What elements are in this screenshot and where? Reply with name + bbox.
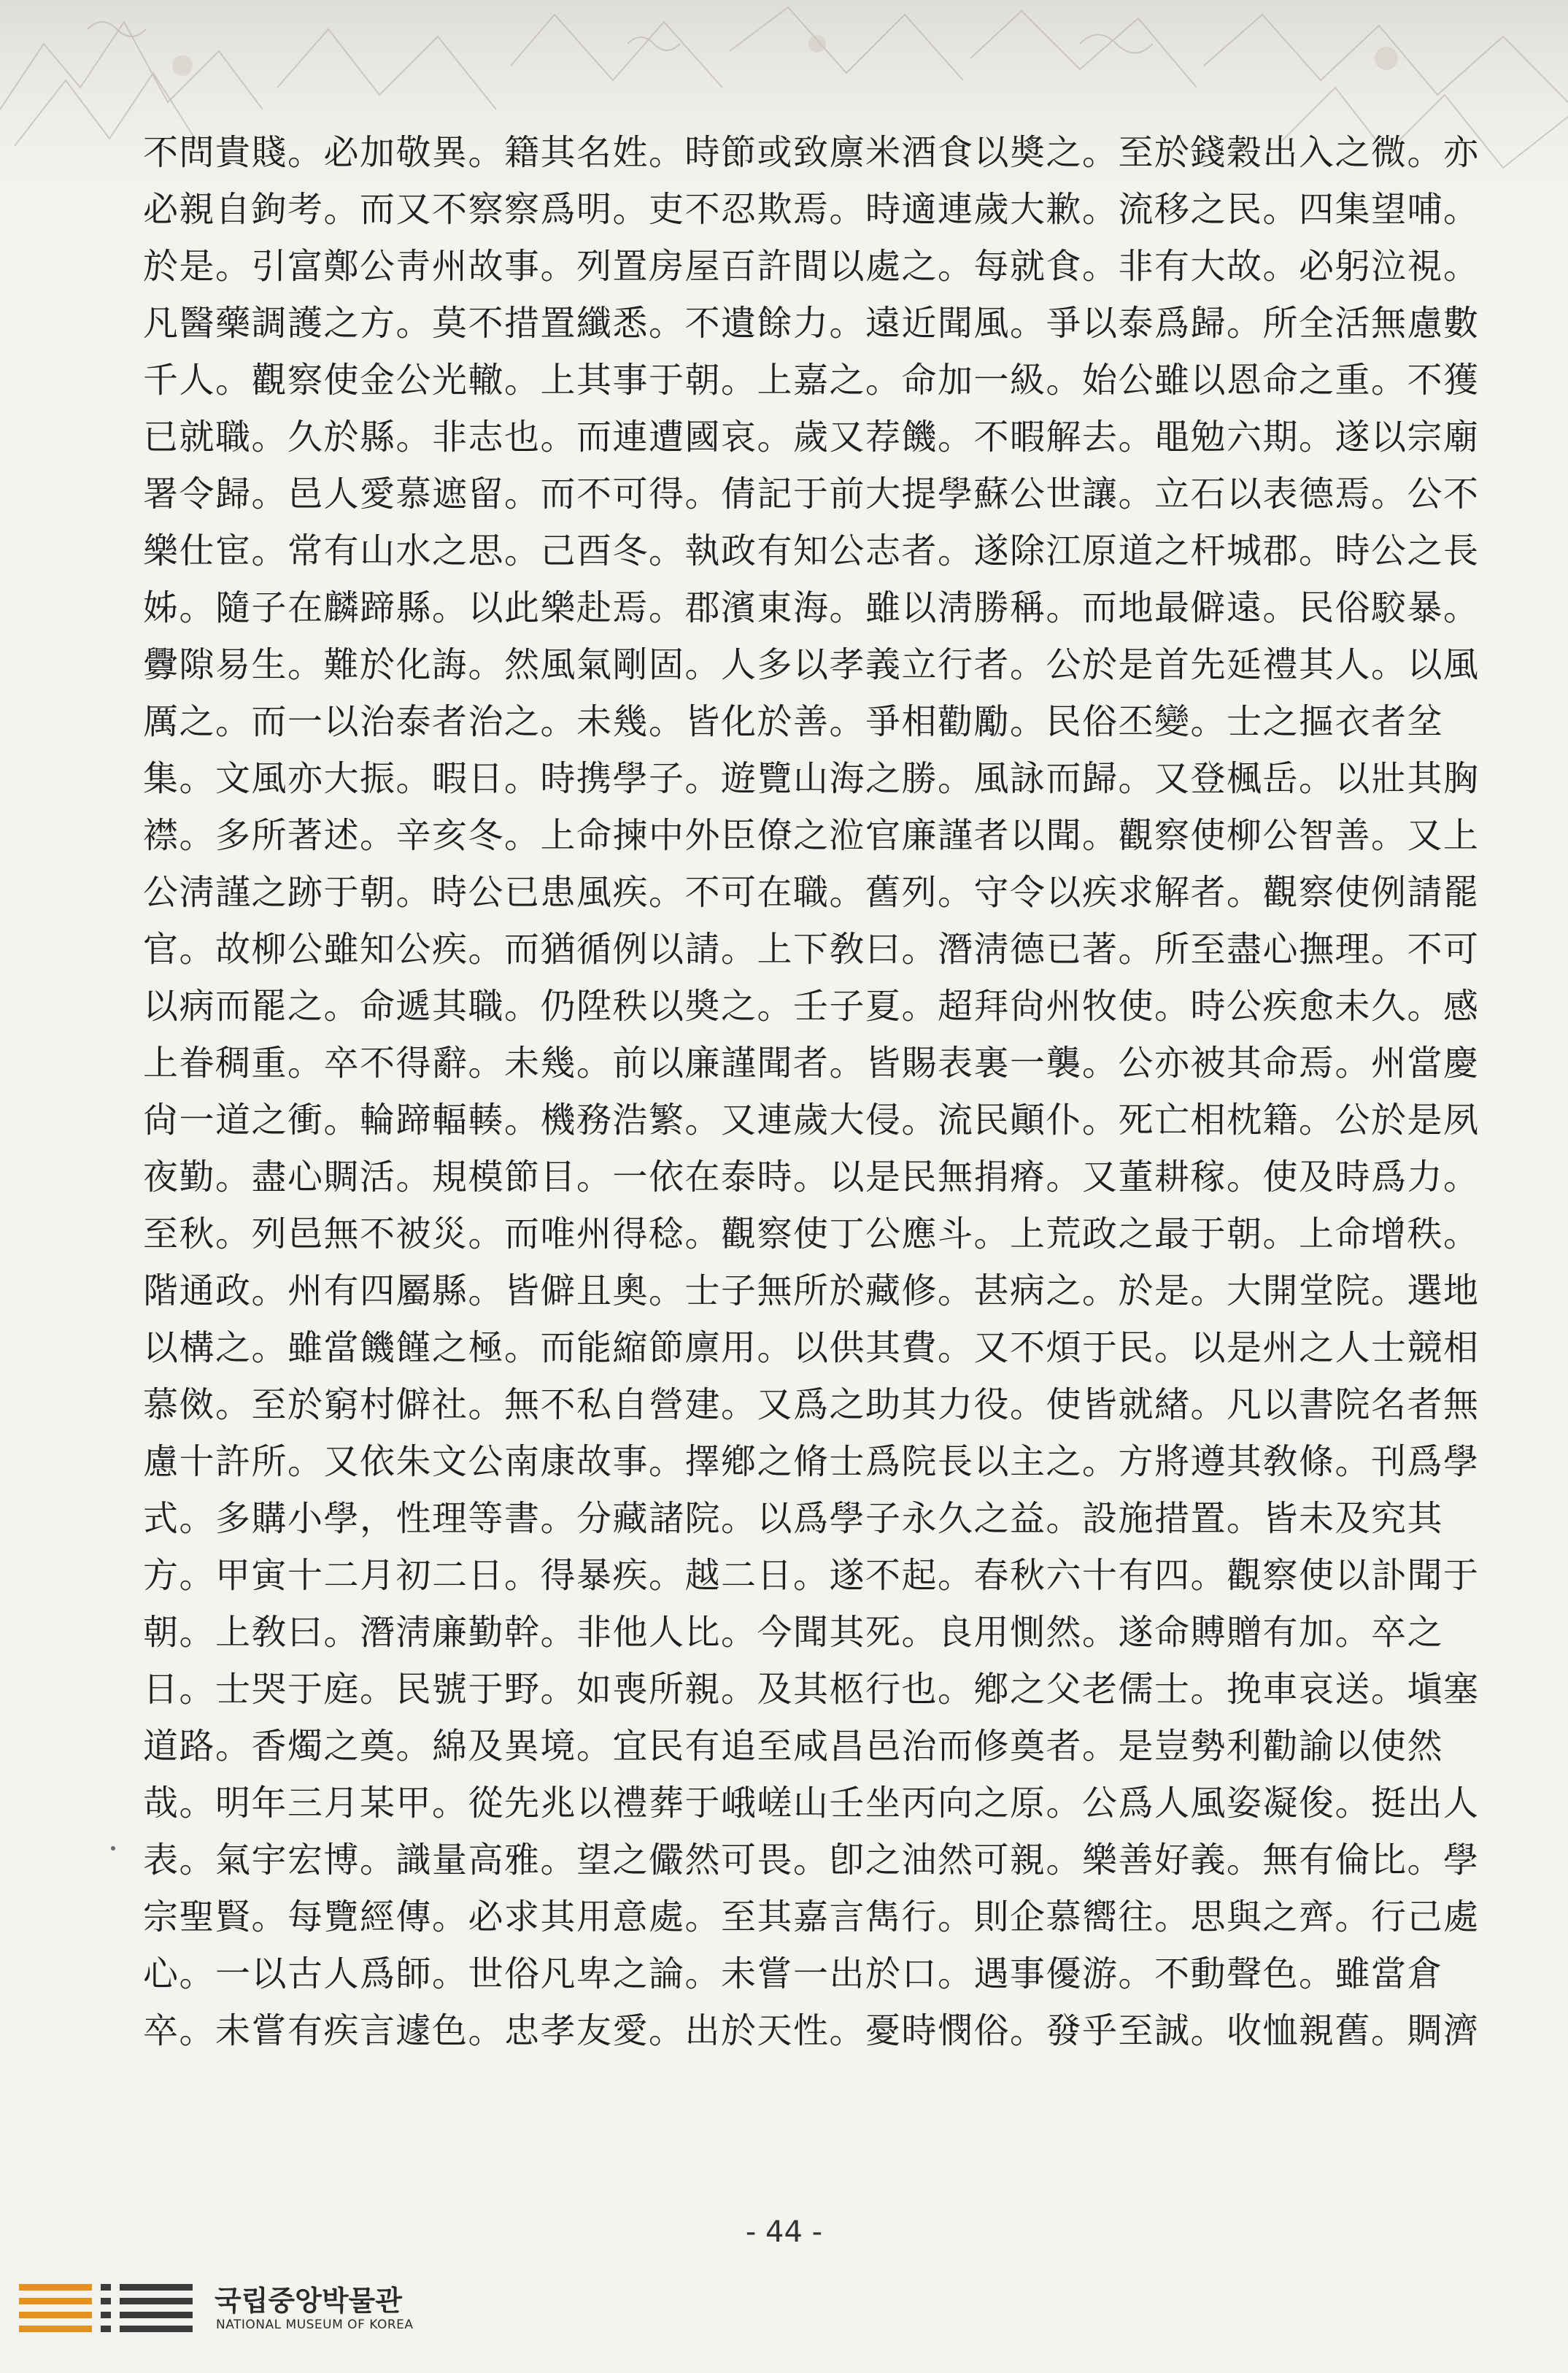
text-line: 官。故柳公雖知公疾。而猶循例以請。上下敎曰。潛淸德已著。所至盡心撫理。不可: [143, 929, 1480, 970]
classical-chinese-text-body: [143, 124, 1529, 2059]
text-line: 集。文風亦大振。暇日。時携學子。遊覽山海之勝。風詠而歸。又登楓岳。以壯其胸: [143, 758, 1480, 799]
page-number: - 44 -: [745, 2215, 823, 2249]
text-line: 上眷稠重。卒不得辭。未幾。前以廉謹聞者。皆賜表裏一襲。公亦被其命焉。州當慶: [143, 1043, 1480, 1084]
text-line: 道路。香燭之奠。綿及異境。宜民有追至咸昌邑治而修奠者。是豈勢利勸諭以使然: [143, 1726, 1444, 1767]
text-line: 千人。觀察使金公光轍。上其事于朝。上嘉之。命加一級。始公雖以恩命之重。不獲: [143, 360, 1480, 401]
text-line: 心。一以古人爲師。世俗凡卑之論。未嘗一出於口。遇事優游。不動聲色。雖當倉: [143, 1953, 1444, 1994]
margin-speck: [111, 1846, 115, 1851]
museum-emblem-icon: [19, 2284, 194, 2332]
text-line: 方。甲寅十二月初二日。得暴疾。越二日。遂不起。春秋六十有四。觀察使以訃聞于: [143, 1555, 1480, 1596]
text-line: 日。士哭于庭。民號于野。如喪所親。及其柩行也。鄕之父老儒士。挽車哀送。塡塞: [143, 1669, 1480, 1710]
text-line: 至秋。列邑無不被災。而唯州得稔。觀察使丁公應斗。上荒政之最于朝。上命增秩。: [143, 1213, 1480, 1254]
logo-english-name: NATIONAL MUSEUM OF KOREA: [216, 2318, 414, 2332]
text-line: 宗聖賢。每覽經傳。必求其用意處。至其嘉言雋行。則企慕嚮往。思與之齊。行己處: [143, 1897, 1480, 1937]
text-line: 階通政。州有四屬縣。皆僻且奧。士子無所於藏修。甚病之。於是。大開堂院。選地: [143, 1270, 1480, 1311]
text-line: 卒。未嘗有疾言遽色。忠孝友愛。出於天性。憂時憫俗。發乎至誠。收恤親舊。賙濟: [143, 2010, 1480, 2051]
text-line: 以病而罷之。命遞其職。仍陞秩以奬之。壬子夏。超拜尙州牧使。時公疾愈未久。感: [143, 986, 1480, 1027]
text-line: 厲之。而一以治泰者治之。未幾。皆化於善。爭相勸勵。民俗丕變。士之摳衣者坌: [143, 701, 1444, 742]
text-line: 不問貴賤。必加敬異。籍其名姓。時節或致廪米酒食以奬之。至於錢穀出入之微。亦: [143, 132, 1480, 173]
text-line: 公淸謹之跡于朝。時公已患風疾。不可在職。舊列。守令以疾求解者。觀察使例請罷: [143, 872, 1480, 913]
text-line: 於是。引富鄭公靑州故事。列置房屋百許間以處之。每就食。非有大故。必躬泣視。: [143, 246, 1480, 287]
museum-logo: [19, 2278, 428, 2344]
text-line: 表。氣宇宏博。識量高雅。望之儼然可畏。卽之油然可親。樂善好義。無有倫比。學: [143, 1840, 1480, 1880]
text-line: 姊。隨子在麟蹄縣。以此樂赴焉。郡濱東海。雖以淸勝稱。而地最僻遠。民俗駮暴。: [143, 587, 1480, 628]
text-line: 尙一道之衝。輪蹄輻輳。機務浩繁。又連歲大侵。流民顚仆。死亡相枕籍。公於是夙: [143, 1100, 1480, 1141]
logo-korean-name: 국립중앙박물관: [215, 2285, 402, 2317]
text-line: 樂仕宦。常有山水之思。己酉冬。執政有知公志者。遂除江原道之杆城郡。時公之長: [143, 530, 1480, 571]
text-line: 凡醫藥調護之方。莫不措置纖悉。不遺餘力。遠近聞風。爭以泰爲歸。所全活無慮數: [143, 303, 1480, 344]
text-line: 已就職。久於縣。非志也。而連遭國哀。歲又荐饑。不暇解去。黽勉六期。遂以宗廟: [143, 417, 1480, 458]
text-line: 式。多購小學，性理等書。分藏諸院。以爲學子永久之益。設施措置。皆未及究其: [143, 1498, 1444, 1539]
text-line: 慕傚。至於窮村僻社。無不私自營建。又爲之助其力役。使皆就緖。凡以書院名者無: [143, 1384, 1480, 1425]
text-line: 慮十許所。又依朱文公南康故事。擇鄕之脩士爲院長以主之。方將遵其敎條。刊爲學: [143, 1441, 1480, 1482]
text-line: 以構之。雖當饑饉之極。而能縮節廪用。以供其費。又不煩于民。以是州之人士競相: [143, 1327, 1480, 1368]
text-line: 襟。多所著述。辛亥冬。上命揀中外臣僚之涖官廉謹者以聞。觀察使柳公智善。又上: [143, 815, 1480, 856]
text-line: 朝。上敎曰。潛淸廉勤幹。非他人比。今聞其死。良用惻然。遂命賻贈有加。卒之: [143, 1612, 1444, 1653]
text-line: 夜勤。盡心賙活。規模節目。一依在泰時。以是民無捐瘠。又董耕稼。使及時爲力。: [143, 1157, 1480, 1197]
text-line: 署令歸。邑人愛慕遮留。而不可得。倩記于前大提學蘇公世讓。立石以表德焉。公不: [143, 474, 1480, 514]
text-line: 釁隙易生。難於化誨。然風氣剛固。人多以孝義立行者。公於是首先延禮其人。以風: [143, 644, 1480, 685]
text-line: 必親自鉤考。而又不察察爲明。吏不忍欺焉。時適連歲大歉。流移之民。四集望哺。: [143, 189, 1480, 230]
text-line: 哉。明年三月某甲。從先兆以禮葬于峨嵯山壬坐丙向之原。公爲人風姿凝俊。挺出人: [143, 1783, 1480, 1824]
